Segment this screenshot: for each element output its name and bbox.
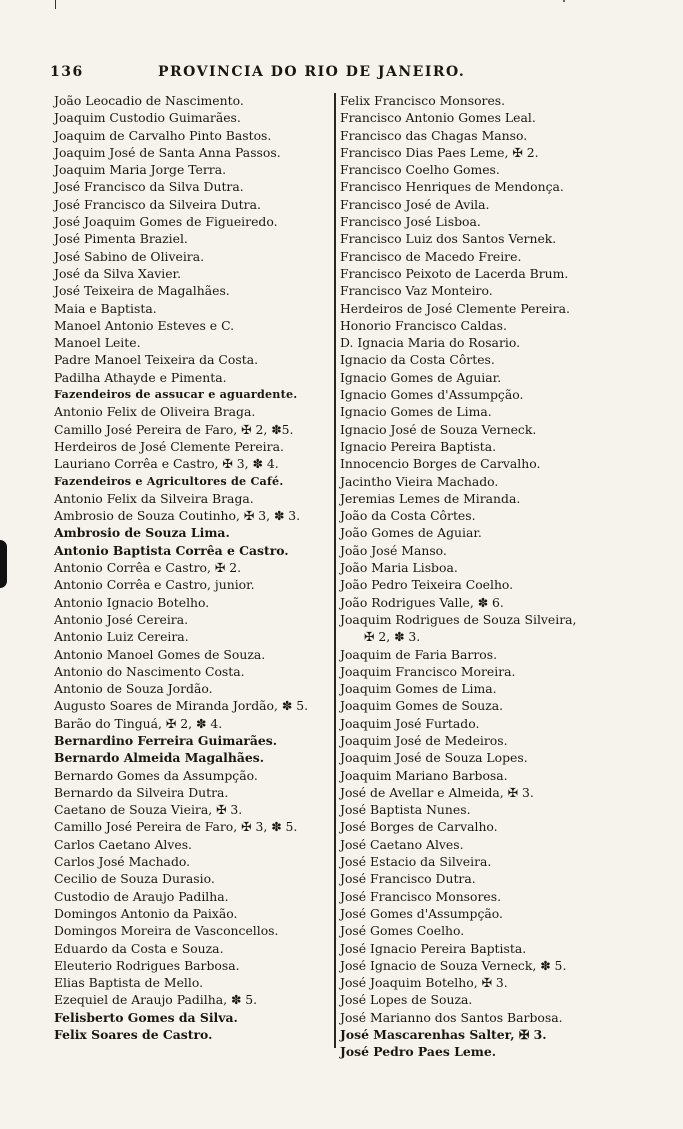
list-item: Bernardo da Silveira Dutra. (54, 784, 229, 800)
list-item: Francisco Dias Paes Leme, ✠ 2. (340, 144, 539, 160)
list-item: Antonio Felix de Oliveira Braga. (54, 404, 256, 420)
list-item: Antonio José Cereira. (54, 611, 189, 627)
list-item: Ambrosio de Souza Lima. (54, 525, 230, 541)
section-heading: Fazendeiros de assucar e aguardente. (54, 387, 298, 402)
list-item: José Teixeira de Magalhães. (54, 283, 230, 299)
list-item: Honorio Francisco Caldas. (340, 317, 507, 333)
list-item: João Rodrigues Valle, ✽ 6. (340, 594, 504, 610)
list-item: José Ignacio Pereira Baptista. (340, 940, 527, 956)
list-item: Joaquim de Faria Barros. (340, 646, 498, 662)
list-item: Ezequiel de Araujo Padilha, ✽ 5. (54, 992, 258, 1008)
list-item: Herdeiros de José Clemente Pereira. (54, 438, 284, 454)
list-item: José Caetano Alves. (340, 836, 464, 852)
list-item: João da Costa Côrtes. (340, 508, 476, 524)
column-divider (334, 93, 336, 1048)
list-item: Francisco Vaz Monteiro. (340, 283, 493, 299)
left-column (54, 92, 334, 1043)
list-item: Herdeiros de José Clemente Pereira. (340, 300, 570, 316)
list-item: ✠ 2, ✽ 3. (364, 629, 421, 645)
list-item: Francisco Luiz dos Santos Vernek. (340, 231, 557, 247)
list-item: Antonio Corrêa e Castro, ✠ 2. (54, 560, 242, 576)
list-item: Joaquim de Carvalho Pinto Bastos. (54, 127, 272, 143)
list-item: Jacintho Vieira Machado. (340, 473, 499, 489)
list-item: Elias Baptista de Mello. (54, 975, 204, 991)
list-item: José Borges de Carvalho. (340, 819, 498, 835)
list-item: Joaquim José de Souza Lopes. (340, 750, 528, 766)
list-item: José Gomes Coelho. (340, 923, 465, 939)
list-item: Bernardo Almeida Magalhães. (54, 750, 265, 766)
list-item: Joaquim Gomes de Souza. (340, 698, 504, 714)
list-item: Camillo José Pereira de Faro, ✠ 2, ✽5. (54, 421, 294, 437)
list-item: Joaquim José Furtado. (340, 715, 480, 731)
list-item: Eleuterio Rodrigues Barbosa. (54, 957, 240, 973)
list-item: Bernardo Gomes da Assumpção. (54, 767, 258, 783)
list-item: Augusto Soares de Miranda Jordão, ✽ 5. (54, 698, 309, 714)
list-item: Custodio de Araujo Padilha. (54, 888, 229, 904)
list-item: Francisco José de Avila. (340, 196, 490, 212)
list-item: Ambrosio de Souza Coutinho, ✠ 3, ✽ 3. (54, 508, 301, 524)
list-item: José Marianno dos Santos Barbosa. (340, 1009, 563, 1025)
list-item: José da Silva Xavier. (54, 265, 182, 281)
list-item: Carlos José Machado. (54, 854, 191, 870)
list-item: José Baptista Nunes. (340, 802, 471, 818)
list-item: João José Manso. (340, 542, 447, 558)
list-item: Antonio Luiz Cereira. (54, 629, 189, 645)
list-item: Lauriano Corrêa e Castro, ✠ 3, ✽ 4. (54, 456, 279, 472)
list-item: Domingos Antonio da Paixão. (54, 905, 238, 921)
list-item: Joaquim Gomes de Lima. (340, 681, 497, 697)
list-item: José de Avellar e Almeida, ✠ 3. (340, 784, 534, 800)
list-item: José Francisco da Silva Dutra. (54, 179, 244, 195)
list-item: Padilha Athayde e Pimenta. (54, 369, 227, 385)
list-item: Barão do Tinguá, ✠ 2, ✽ 4. (54, 715, 223, 731)
list-item: Manoel Leite. (54, 335, 141, 351)
list-item: Joaquim Rodrigues de Souza Silveira, (340, 611, 577, 627)
list-item: Felix Francisco Monsores. (340, 93, 506, 108)
list-item: Caetano de Souza Vieira, ✠ 3. (54, 802, 243, 818)
list-item: José Francisco da Silveira Dutra. (54, 196, 261, 212)
list-item: Francisco Antonio Gomes Leal. (340, 110, 536, 126)
list-item: Joaquim José de Medeiros. (340, 732, 508, 748)
list-item: Antonio Baptista Corrêa e Castro. (54, 542, 289, 558)
list-item: Domingos Moreira de Vasconcellos. (54, 923, 279, 939)
list-item: João Maria Lisboa. (340, 560, 458, 576)
list-item: José Sabino de Oliveira. (54, 248, 205, 264)
list-item: Cecilio de Souza Durasio. (54, 871, 215, 887)
list-item: Eduardo da Costa e Souza. (54, 940, 224, 956)
list-item: José Joaquim Botelho, ✠ 3. (340, 975, 508, 991)
list-item: Antonio de Souza Jordão. (54, 681, 213, 697)
list-item: João Leocadio de Nascimento. (54, 93, 244, 108)
section-heading: Fazendeiros e Agricultores de Café. (54, 473, 284, 488)
list-item: José Pimenta Braziel. (54, 231, 188, 247)
edge-blot (0, 540, 7, 588)
list-item: Ignacio da Costa Côrtes. (340, 352, 495, 368)
list-item: Maia e Baptista. (54, 300, 157, 316)
list-item: Felix Soares de Castro. (54, 1027, 213, 1043)
list-item: José Francisco Monsores. (340, 888, 502, 904)
list-item: João Gomes de Aguiar. (340, 525, 482, 541)
list-item: Joaquim Maria Jorge Terra. (54, 162, 227, 178)
list-item: Felisberto Gomes da Silva. (54, 1009, 238, 1025)
list-item: Ignacio Pereira Baptista. (340, 438, 497, 454)
list-item: Camillo José Pereira de Faro, ✠ 3, ✽ 5. (54, 819, 298, 835)
list-item: Francisco de Macedo Freire. (340, 248, 522, 264)
list-item: Francisco José Lisboa. (340, 214, 481, 230)
list-item: José Pedro Paes Leme. (340, 1044, 497, 1060)
list-item: Joaquim Francisco Moreira. (340, 663, 516, 679)
list-item: Padre Manoel Teixeira da Costa. (54, 352, 259, 368)
page-title: PROVINCIA DO RIO DE JANEIRO. (158, 64, 466, 80)
list-item: José Gomes d'Assumpção. (340, 905, 503, 921)
margin-mark (55, 0, 56, 9)
list-item: Antonio Ignacio Botelho. (54, 594, 210, 610)
list-item: Ignacio Gomes d'Assumpção. (340, 387, 524, 403)
list-item: José Joaquim Gomes de Figueiredo. (54, 214, 278, 230)
list-item: D. Ignacia Maria do Rosario. (340, 335, 521, 351)
list-item: Antonio Corrêa e Castro, junior. (54, 577, 255, 593)
list-item: Ignacio Gomes de Lima. (340, 404, 492, 420)
list-item: Carlos Caetano Alves. (54, 836, 192, 852)
list-item: José Estacio da Silveira. (340, 854, 492, 870)
list-item: Joaquim Custodio Guimarães. (54, 110, 241, 126)
list-item: José Lopes de Souza. (340, 992, 473, 1008)
list-item: Jeremias Lemes de Miranda. (340, 490, 521, 506)
list-item: Francisco Peixoto de Lacerda Brum. (340, 265, 569, 281)
list-item: Ignacio José de Souza Verneck. (340, 421, 537, 437)
list-item: Antonio do Nascimento Costa. (54, 663, 245, 679)
list-item: Innocencio Borges de Carvalho. (340, 456, 541, 472)
page-number: 136 (50, 64, 84, 80)
list-item: Joaquim José de Santa Anna Passos. (54, 144, 281, 160)
list-item: Antonio Felix da Silveira Braga. (54, 490, 254, 506)
speck (563, 0, 565, 2)
list-item: José Mascarenhas Salter, ✠ 3. (340, 1027, 547, 1043)
list-item: Manoel Antonio Esteves e C. (54, 317, 235, 333)
list-item: Francisco das Chagas Manso. (340, 127, 528, 143)
list-item: Antonio Manoel Gomes de Souza. (54, 646, 266, 662)
list-item: Francisco Coelho Gomes. (340, 162, 500, 178)
right-column (340, 92, 625, 1061)
list-item: Ignacio Gomes de Aguiar. (340, 369, 502, 385)
list-item: Francisco Henriques de Mendonça. (340, 179, 564, 195)
list-item: José Francisco Dutra. (340, 871, 476, 887)
list-item: João Pedro Teixeira Coelho. (340, 577, 514, 593)
list-item: Bernardino Ferreira Guimarães. (54, 732, 278, 748)
page-header (50, 64, 530, 84)
list-item: Joaquim Mariano Barbosa. (340, 767, 508, 783)
list-item: José Ignacio de Souza Verneck, ✽ 5. (340, 957, 567, 973)
